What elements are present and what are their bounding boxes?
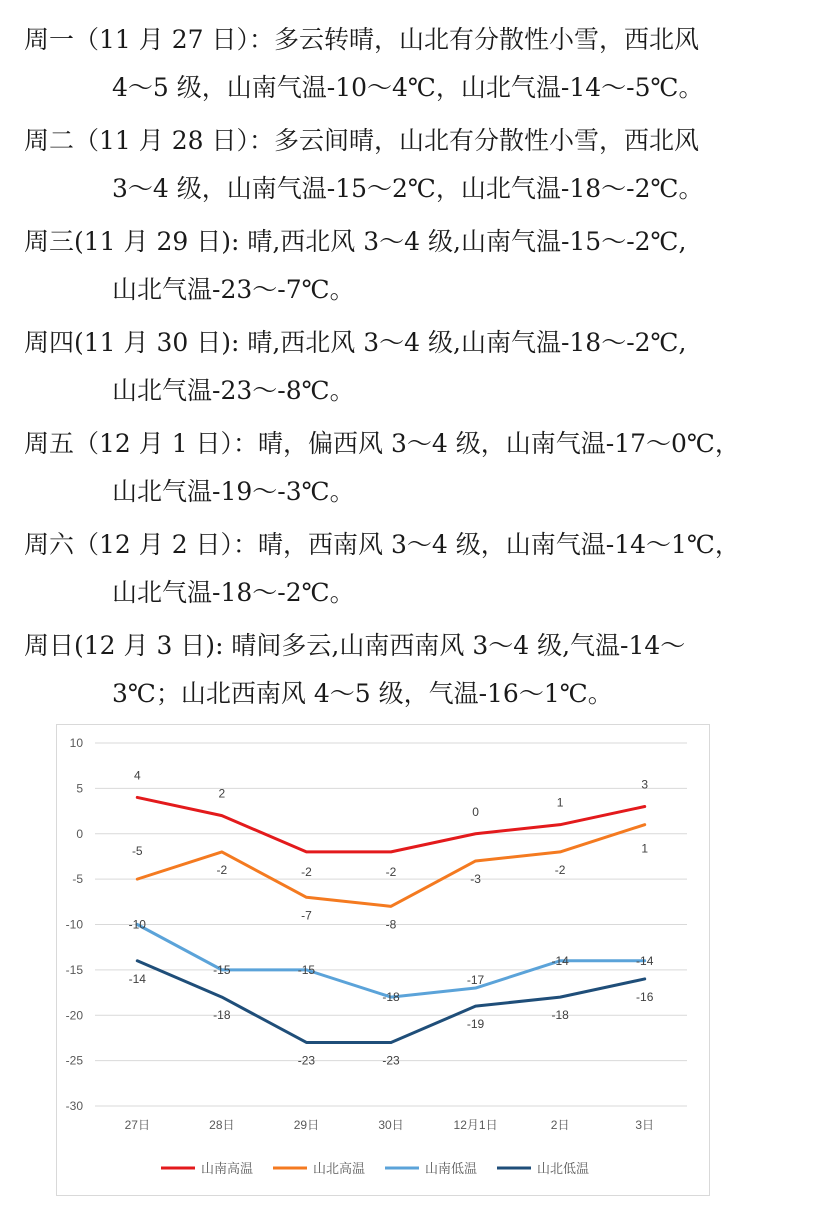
data-label: -18 [382,990,400,1005]
forecast-day-sat [0,519,824,620]
data-label: 1 [641,841,649,856]
data-label: 2 [218,786,226,801]
forecast-line: 周日(12 月 3 日): 晴间多云,山南西南风 3～4 级,气温-14～ [24,631,686,660]
data-label: -16 [636,989,654,1004]
x-tick-label: 3日 [635,1118,655,1132]
data-label: -2 [385,864,397,879]
x-tick-label: 27日 [124,1118,150,1132]
data-label: -2 [216,862,228,877]
temperature-chart-svg [57,725,709,1195]
forecast-day-fri [0,418,824,519]
data-label: 4 [133,768,141,783]
y-tick-label: 10 [69,736,83,750]
forecast-line: 4～5 级，山南气温-10～4℃，山北气温-14～-5℃。 [112,73,704,102]
data-label: -14 [551,953,569,968]
data-label: -15 [297,962,316,977]
y-tick-label: -5 [72,872,83,887]
data-label: -7 [301,908,312,923]
forecast-day-sun [0,620,824,721]
x-tick-label: 30日 [378,1118,404,1132]
forecast-day-wed [0,216,824,317]
forecast-line: 周四(11 月 30 日): 晴,西北风 3～4 级,山南气温-18～-2℃, [24,328,687,357]
forecast-line: 山北气温-18～-2℃。 [112,578,355,607]
y-tick-label: -10 [65,917,83,932]
y-tick-label: -30 [65,1099,83,1113]
x-tick-label: 29日 [293,1118,320,1132]
data-label: -19 [466,1017,485,1032]
forecast-line: 周一（11 月 27 日）：多云转晴，山北有分散性小雪，西北风 [24,25,699,54]
data-label: -18 [213,1008,231,1023]
legend-label: 山南低温 [425,1161,478,1176]
forecast-line: 周二（11 月 28 日）：多云间晴，山北有分散性小雪，西北风 [24,126,699,155]
forecast-day-thu [0,317,824,418]
data-label: 1 [556,795,564,810]
data-label: -2 [301,864,312,879]
data-label: -23 [382,1053,400,1068]
data-label: -15 [213,962,231,977]
data-label: -14 [636,953,654,968]
y-tick-label: 5 [76,781,83,796]
data-label: 3 [641,777,649,792]
data-label: -17 [466,973,485,988]
data-label: -3 [470,871,481,886]
data-label: -5 [131,844,143,859]
forecast-day-mon [0,14,824,115]
forecast-line: 山北气温-23～-7℃。 [112,275,355,304]
forecast-line: 周三(11 月 29 日): 晴,西北风 3～4 级,山南气温-15～-2℃, [24,227,687,256]
legend-label: 山北低温 [537,1161,590,1176]
x-tick-label: 2日 [550,1118,570,1132]
data-label: -23 [297,1053,316,1068]
forecast-line: 周五（12 月 1 日）：晴，偏西风 3～4 级，山南气温-17～0℃， [24,429,740,458]
y-tick-label: -25 [65,1053,83,1068]
forecast-text [0,14,824,721]
data-label: -10 [128,917,146,932]
data-label: -2 [554,862,566,877]
y-tick-label: -15 [65,962,83,977]
data-label: -8 [385,917,397,932]
x-tick-label: 12月1日 [453,1118,498,1132]
forecast-line: 3℃；山北西南风 4～5 级，气温-16～1℃。 [112,679,613,708]
x-tick-label: 28日 [209,1118,235,1132]
forecast-line: 山北气温-19～-3℃。 [112,477,355,506]
temperature-chart [56,724,710,1196]
series-line [137,797,644,851]
data-label: 0 [472,804,479,819]
forecast-line: 周六（12 月 2 日）：晴，西南风 3～4 级，山南气温-14～1℃， [24,530,740,559]
forecast-day-tue [0,115,824,216]
forecast-line: 山北气温-23～-8℃。 [112,376,355,405]
y-tick-label: -20 [65,1008,83,1023]
y-tick-label: 0 [76,826,83,841]
data-label: -18 [551,1008,569,1023]
forecast-line: 3～4 级，山南气温-15～2℃，山北气温-18～-2℃。 [112,174,704,203]
legend-label: 山南高温 [201,1161,254,1176]
legend-label: 山北高温 [313,1161,366,1176]
data-label: -14 [128,971,146,986]
